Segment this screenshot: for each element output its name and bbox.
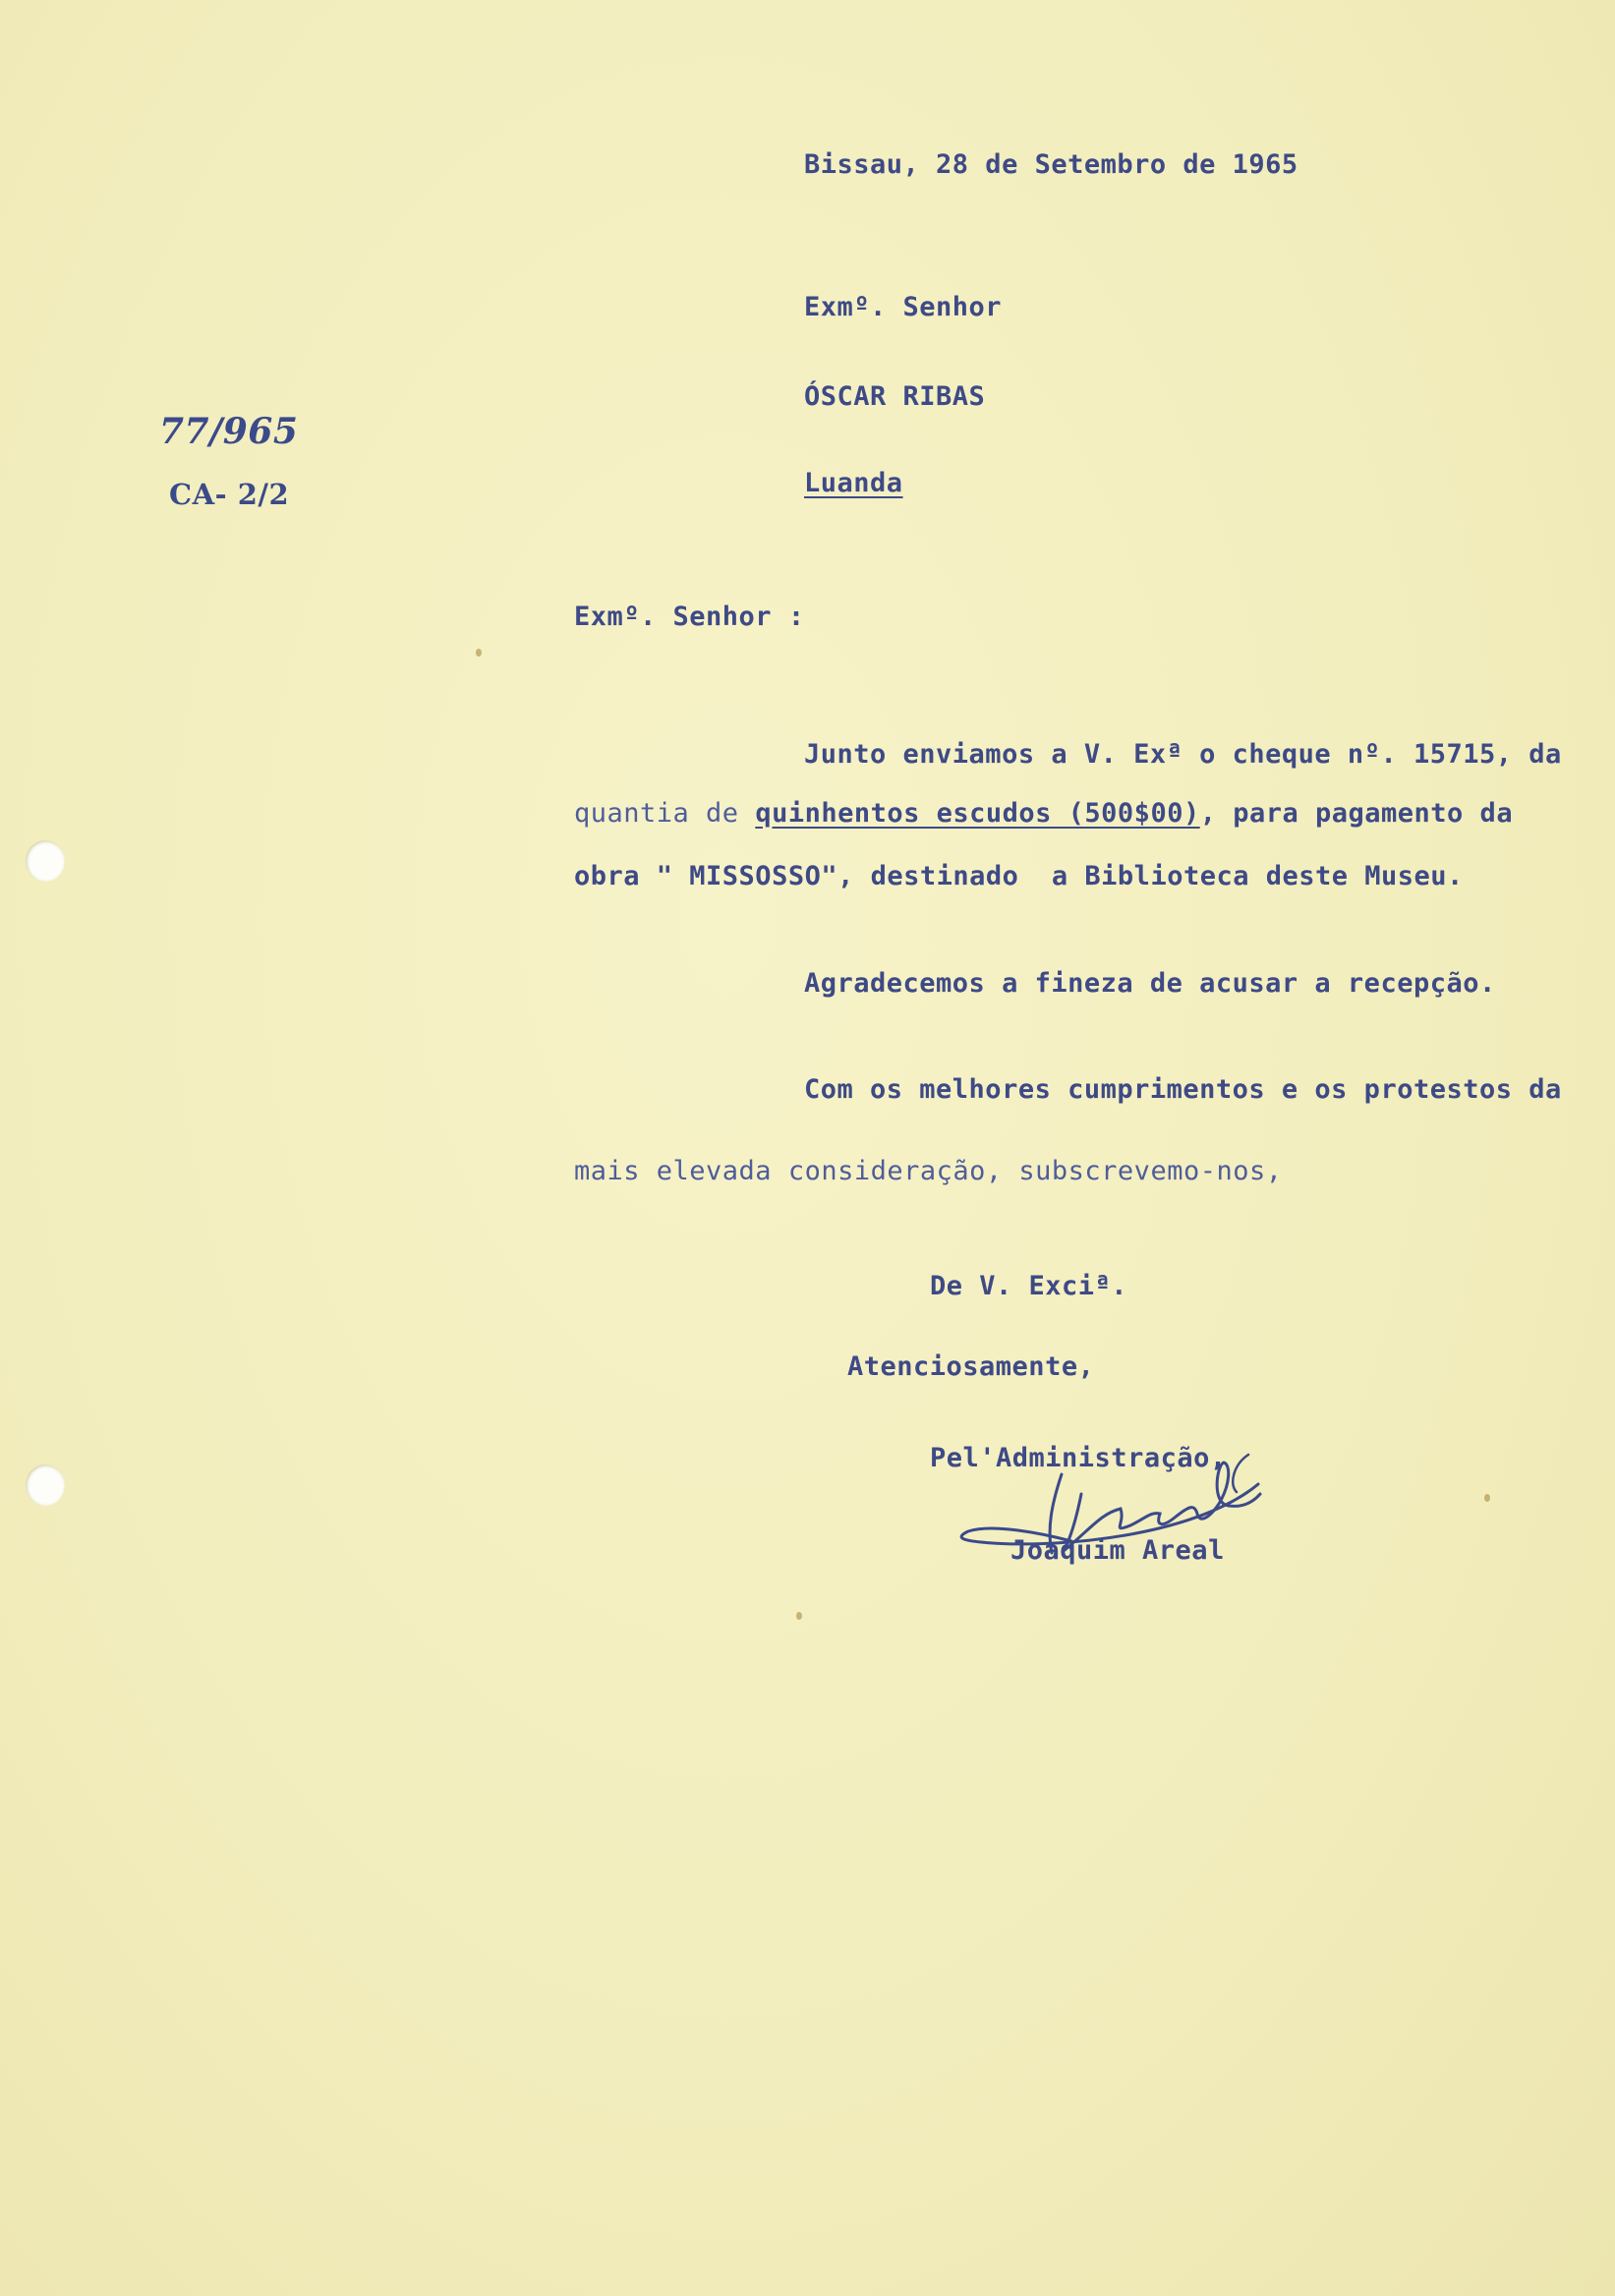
greeting: Exmº. Senhor : — [574, 602, 805, 632]
amount-text: quinhentos escudos (500$00) — [755, 798, 1200, 829]
paper-stain — [1484, 1494, 1490, 1502]
recipient-name: ÓSCAR RIBAS — [804, 381, 986, 412]
closing-regards: Atenciosamente, — [847, 1351, 1095, 1382]
body-p3-line2: mais elevada consideração, subscrevemo-nos, — [574, 1156, 1283, 1186]
body-p1-line2-prefix: quantia de — [574, 798, 756, 829]
body-p1-line2-suffix: , para pagamento da — [1199, 798, 1514, 829]
paper-stain — [796, 1612, 802, 1620]
signer-name: Joaquim Areal — [1010, 1535, 1225, 1566]
body-p1-line2 — [574, 798, 1513, 829]
body-p1-line3: obra " MISSOSSO", destinado a Biblioteca deste Museu. — [574, 861, 1464, 891]
recipient-city: Luanda — [804, 468, 903, 498]
margin-ref-number: 77/965 — [159, 411, 299, 452]
date-line: Bissau, 28 de Setembro de 1965 — [804, 149, 1298, 180]
handwritten-signature — [953, 1435, 1268, 1582]
punch-hole-bottom — [26, 1464, 65, 1506]
body-p2: Agradecemos a fineza de acusar a recepção. — [804, 968, 1496, 999]
closing-courtesy: De V. Exciª. — [930, 1271, 1128, 1301]
body-p3-line1: Com os melhores cumprimentos e os protestos da — [804, 1074, 1562, 1105]
salutation-short: Exmº. Senhor — [804, 292, 1003, 322]
paper-stain — [476, 649, 482, 657]
margin-ref-code: CA- 2/2 — [169, 478, 290, 511]
punch-hole-top — [26, 840, 65, 882]
closing-on-behalf: Pel'Administração, — [930, 1443, 1227, 1473]
body-p1-line1: Junto enviamos a V. Exª o cheque nº. 15715, da — [804, 739, 1562, 770]
